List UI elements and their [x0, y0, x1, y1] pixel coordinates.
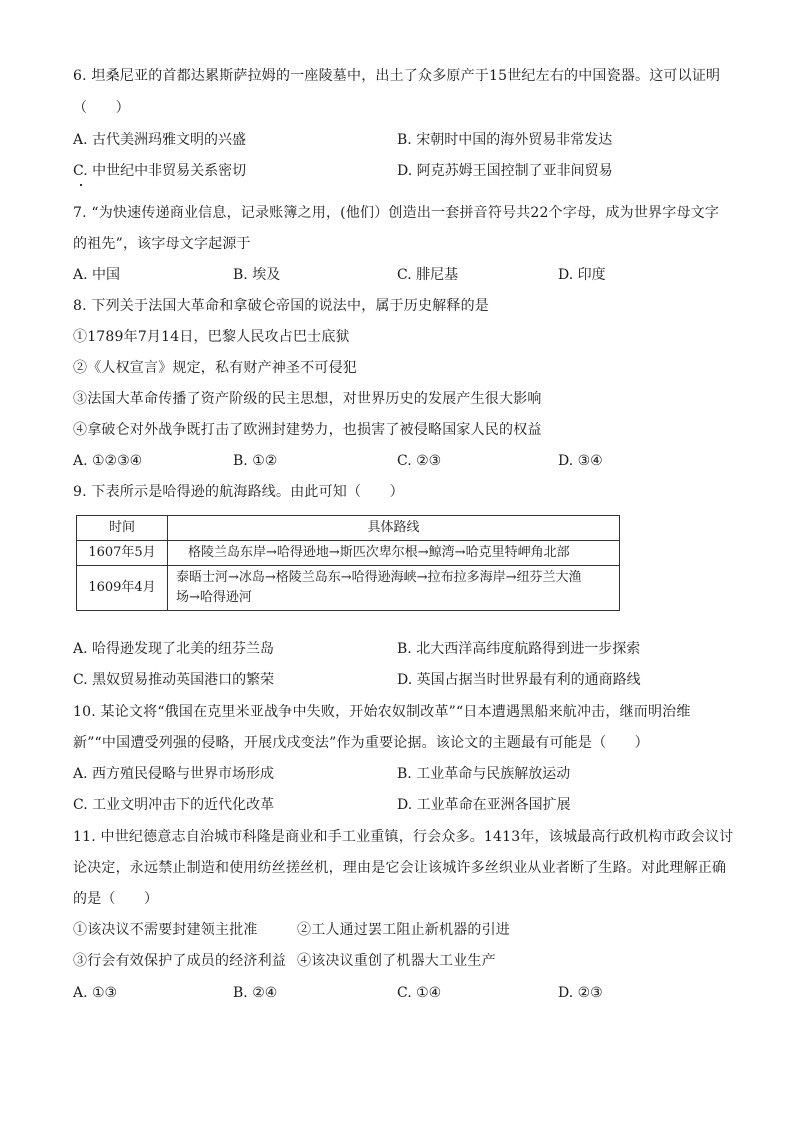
q8-stem: 8. 下列关于法国大革命和拿破仑帝国的说法中，属于历史解释的是: [73, 298, 490, 314]
table-row: [77, 566, 620, 611]
table-cell-date: 1609年4月: [77, 566, 168, 611]
q7-option-c: C. 腓尼基: [397, 267, 459, 283]
q10-stem-line-2: 新”“中国遭受列强的侵略，开展戊戌变法”作为重要论据。该论文的主题最有可能是（ ）: [73, 735, 649, 751]
q8-item-4: ④拿破仑对外战争既打击了欧洲封建势力，也损害了被侵略国家人民的权益: [73, 422, 542, 438]
q8-option-c: C. ②③: [397, 453, 442, 469]
q9-option-c: C. 黑奴贸易推动英国港口的繁荣: [73, 672, 275, 688]
q10-option-a: A. 西方殖民侵略与世界市场形成: [73, 766, 275, 782]
q6-option-a: A. 古代美洲玛雅文明的兴盛: [73, 132, 247, 148]
table-header-time: 时间: [77, 516, 168, 541]
q7-option-d: D. 印度: [558, 267, 606, 283]
table-cell-date: 1607年5月: [77, 541, 168, 566]
hudson-route-table: [76, 515, 620, 611]
q8-item-1: ①1789年7月14日，巴黎人民攻占巴士底狱: [73, 329, 350, 345]
table-header-row: [77, 516, 620, 541]
q8-option-b: B. ①②: [233, 453, 278, 469]
q9-stem: 9. 下表所示是哈得逊的航海路线。由此可知（ ）: [73, 484, 404, 500]
q11-item-3: ③行会有效保护了成员的经济利益: [73, 953, 286, 969]
table-row: [77, 541, 620, 566]
q6-stem-line-1: 6. 坦桑尼亚的首都达累斯萨拉姆的一座陵墓中，出土了众多原产于15世纪左右的中国瓷器。这可以证明: [73, 68, 721, 84]
q6-option-d: D. 阿克苏姆王国控制了亚非间贸易: [397, 163, 613, 179]
q9-option-a: A. 哈得逊发现了北美的纽芬兰岛: [73, 641, 275, 657]
q11-item-4: ④该决议重创了机器大工业生产: [297, 953, 496, 969]
q8-item-2: ②《人权宣言》规定，私有财产神圣不可侵犯: [73, 360, 357, 376]
q6-stem-line-2: （ ）: [73, 100, 130, 116]
q10-option-b: B. 工业革命与民族解放运动: [397, 766, 571, 782]
q11-item-2: ②工人通过罢工阻止新机器的引进: [297, 922, 510, 938]
q11-option-b: B. ②④: [233, 985, 278, 1001]
q7-option-b: B. 埃及: [233, 267, 281, 283]
q6-option-b: B. 宋朝时中国的海外贸易非常发达: [397, 132, 613, 148]
table-cell-route: [168, 566, 620, 611]
q6-option-c: C. 中世纪中非贸易关系密切: [73, 163, 247, 179]
q11-option-d: D. ②③: [558, 985, 603, 1001]
table-cell-route-line-1: 泰晤士河→冰岛→格陵兰岛东→哈得逊海峡→拉布拉多海岸→纽芬兰大渔: [176, 570, 582, 585]
q7-stem-line-1: 7. “为快速传递商业信息，记录账簿之用，(他们）创造出一套拼音符号共22个字母，成为世界字母文字: [73, 205, 720, 221]
q10-option-d: D. 工业革命在亚洲各国扩展: [397, 797, 571, 813]
q11-option-a: A. ①③: [73, 985, 118, 1001]
q11-item-1: ①该决议不需要封建领主批准: [73, 922, 258, 938]
stray-dot: [80, 184, 82, 186]
table-header-route: 具体路线: [168, 516, 620, 541]
q8-option-a: A. ①②③④: [73, 453, 143, 469]
table-cell-route-line-2: 场→哈得逊河: [176, 590, 252, 605]
q8-option-d: D. ③④: [558, 453, 603, 469]
q10-stem-line-1: 10. 某论文将“俄国在克里米亚战争中失败，开始农奴制改革”“日本遭遇黑船来航冲击，继而明治维: [73, 704, 691, 720]
q7-option-a: A. 中国: [73, 267, 121, 283]
q11-stem-line-3: 的是（ ）: [73, 891, 159, 907]
q10-option-c: C. 工业文明冲击下的近代化改革: [73, 797, 275, 813]
q11-option-c: C. ①④: [397, 985, 442, 1001]
q9-option-d: D. 英国占据当时世界最有利的通商路线: [397, 672, 641, 688]
q11-stem-line-1: 11. 中世纪德意志自治城市科隆是商业和手工业重镇，行会众多。1413年，该城最高行政机构市政会议讨: [73, 829, 734, 845]
table-cell-route: 格陵兰岛东岸→哈得逊地→斯匹次卑尔根→鲸湾→哈克里特岬角北部: [168, 541, 620, 566]
q8-item-3: ③法国大革命传播了资产阶级的民主思想，对世界历史的发展产生很大影响: [73, 391, 542, 407]
q11-stem-line-2: 论决定，永远禁止制造和使用纺丝搓丝机，理由是它会让该城许多丝织业从业者断了生路。对此理解正确: [73, 860, 727, 876]
q9-option-b: B. 北大西洋高纬度航路得到进一步探索: [397, 641, 641, 657]
q7-stem-line-2: 的祖先”，该字母文字起源于: [73, 236, 251, 252]
